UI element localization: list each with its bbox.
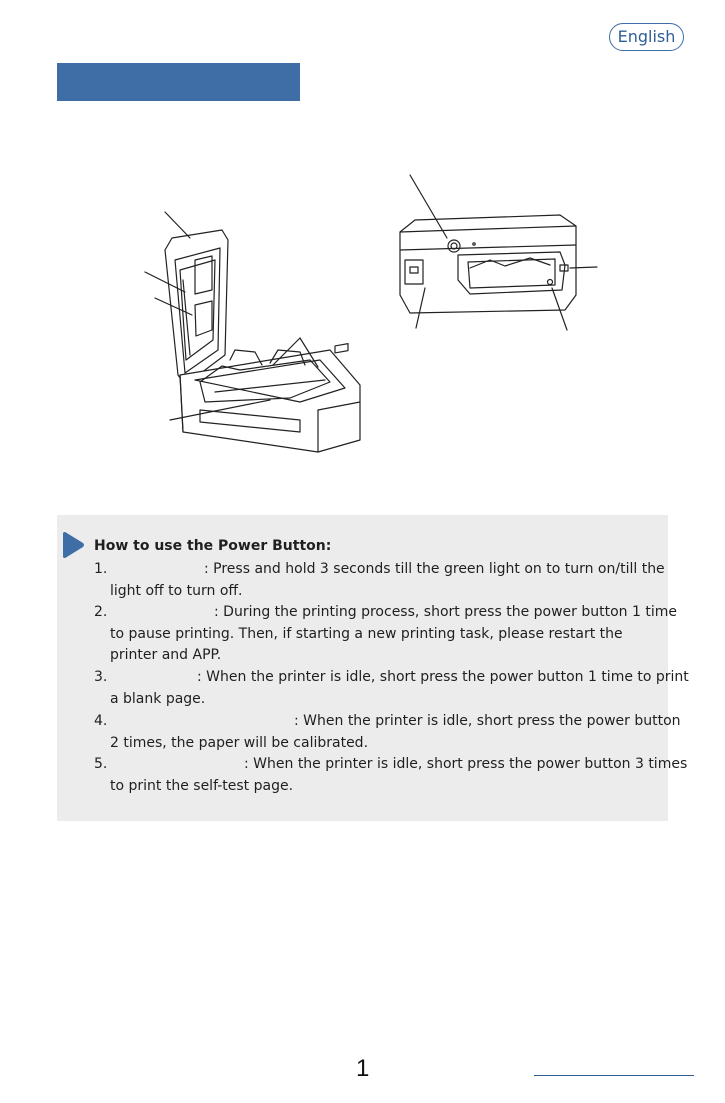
step-continuation: to print the self-test page.: [110, 777, 294, 794]
panel-heading: How to use the Power Button:: [94, 538, 332, 554]
step-continuation: light off to turn off.: [110, 582, 243, 599]
open-printer-drawing: [145, 212, 360, 452]
bullet-marker-icon: [61, 531, 85, 559]
section-title-bar: [57, 63, 300, 101]
step-number: 2.: [94, 604, 108, 620]
page-number: 1: [356, 1055, 370, 1082]
footer-rule: [534, 1075, 694, 1076]
step-number: 3.: [94, 669, 108, 685]
closed-printer-drawing: [400, 175, 597, 330]
step-continuation: to pause printing. Then, if starting a new printing task, please restart the printer and APP.: [110, 625, 623, 663]
language-badge: English: [609, 23, 684, 51]
step-text: : During the printing process, short press the power button 1 time: [214, 604, 677, 620]
step-text: : When the printer is idle, short press the power button: [294, 713, 681, 729]
step-continuation: a blank page.: [110, 690, 206, 707]
step-continuation: 2 times, the paper will be calibrated.: [110, 734, 369, 751]
step-number: 1.: [94, 561, 108, 577]
step-text: : Press and hold 3 seconds till the green light on to turn on/till the: [204, 561, 665, 577]
step-number: 4.: [94, 713, 108, 729]
printer-illustration: [0, 170, 725, 470]
step-text: : When the printer is idle, short press the power button 1 time to print: [197, 669, 689, 685]
step-number: 5.: [94, 756, 108, 772]
step-text: : When the printer is idle, short press the power button 3 times: [244, 756, 688, 772]
